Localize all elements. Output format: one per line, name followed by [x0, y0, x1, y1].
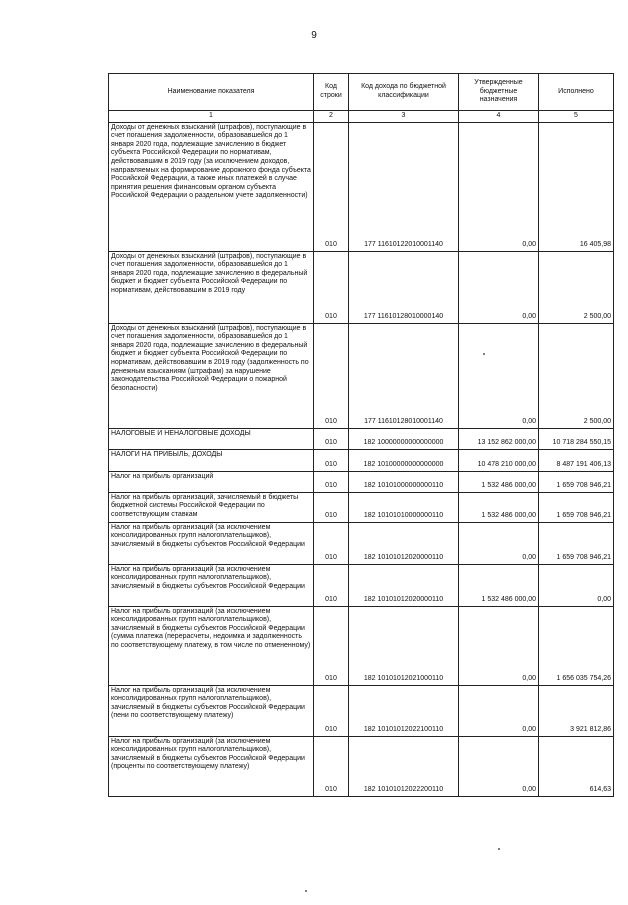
- row-code: 010: [314, 492, 349, 522]
- row-done: 2 500,00: [539, 251, 614, 323]
- table-row: [109, 251, 614, 323]
- row-done: 16 405,98: [539, 122, 614, 251]
- row-code: 010: [314, 122, 349, 251]
- column-number: 4: [459, 111, 539, 123]
- column-number: 5: [539, 111, 614, 123]
- row-kbk: 177 11610128010000140: [349, 251, 459, 323]
- column-number: 3: [349, 111, 459, 123]
- column-number: 2: [314, 111, 349, 123]
- row-done: 10 718 284 550,15: [539, 428, 614, 449]
- header-done: Исполнено: [539, 74, 614, 111]
- row-plan: 0,00: [459, 606, 539, 685]
- row-plan: 0,00: [459, 323, 539, 428]
- row-plan: 0,00: [459, 122, 539, 251]
- table-row: [109, 449, 614, 471]
- row-done: 3 921 812,86: [539, 685, 614, 736]
- row-name: Доходы от денежных взысканий (штрафов), поступающие в счет погашения задолженности, образовавшейся до 1 января 2020 года, подлежащие зачислению в бюджет субъекта Российской Федерации по нормативам, действовавшим в 2019 году (за исключением доходов, направляемых на формирование дорожного фонда субъекта Российской Федерации, а также иных платежей в случае принятия решения финансовым органом субъекта Российской Федерации о раздельном учете задолженности): [109, 122, 314, 251]
- row-name: Налог на прибыль организаций: [109, 471, 314, 492]
- budget-revenue-table: [108, 73, 614, 797]
- row-code: 010: [314, 522, 349, 564]
- table-row: [109, 323, 614, 428]
- row-plan: 1 532 486 000,00: [459, 564, 539, 606]
- row-plan: 0,00: [459, 685, 539, 736]
- row-kbk: 182 10000000000000000: [349, 428, 459, 449]
- table-row: [109, 428, 614, 449]
- row-kbk: 182 10101012020000110: [349, 522, 459, 564]
- row-done: 0,00: [539, 564, 614, 606]
- table-header-row: [109, 74, 614, 111]
- table-row: [109, 492, 614, 522]
- row-name: Налог на прибыль организаций (за исключением консолидированных групп налогоплательщиков), зачисляемый в бюджеты субъектов Российской Федерации (проценты по соответствующему платежу): [109, 736, 314, 796]
- row-done: 2 500,00: [539, 323, 614, 428]
- row-code: 010: [314, 428, 349, 449]
- column-numbers-row: [109, 111, 614, 123]
- row-code: 010: [314, 449, 349, 471]
- table-row: [109, 606, 614, 685]
- row-name: Налог на прибыль организаций, зачисляемый в бюджеты бюджетной системы Российской Федерации по соответствующим ставкам: [109, 492, 314, 522]
- row-plan: 0,00: [459, 251, 539, 323]
- row-name: Налог на прибыль организаций (за исключением консолидированных групп налогоплательщиков), зачисляемый в бюджеты субъектов Российской Федерации: [109, 522, 314, 564]
- row-code: 010: [314, 251, 349, 323]
- row-kbk: 182 10101012022200110: [349, 736, 459, 796]
- row-plan: 13 152 862 000,00: [459, 428, 539, 449]
- row-code: 010: [314, 736, 349, 796]
- row-kbk: 182 10100000000000000: [349, 449, 459, 471]
- row-plan: 0,00: [459, 522, 539, 564]
- row-name: Доходы от денежных взысканий (штрафов), поступающие в счет погашения задолженности, образовавшейся до 1 января 2020 года, подлежащие зачислению в федеральный бюджет и бюджет субъекта Российской Федерации по нормативам, действовавшим в 2019 году (задолженность по денежным взысканиям (штрафам) за нарушение законодательства Российской Федерации о пожарной безопасности): [109, 323, 314, 428]
- row-kbk: 177 11610128010001140: [349, 323, 459, 428]
- row-name: Налог на прибыль организаций (за исключением консолидированных групп налогоплательщиков), зачисляемый в бюджеты субъектов Российской Федерации (сумма платежа (перерасчеты, недоимка и задолженность по соответствующему платежу, в том числе по отмененному): [109, 606, 314, 685]
- row-name: НАЛОГИ НА ПРИБЫЛЬ, ДОХОДЫ: [109, 449, 314, 471]
- row-kbk: 182 10101012021000110: [349, 606, 459, 685]
- header-code: Код строки: [314, 74, 349, 111]
- row-code: 010: [314, 685, 349, 736]
- row-done: 614,63: [539, 736, 614, 796]
- table-row: [109, 564, 614, 606]
- row-plan: 10 478 210 000,00: [459, 449, 539, 471]
- scan-speck: [498, 848, 500, 850]
- table-row: [109, 685, 614, 736]
- row-name: Доходы от денежных взысканий (штрафов), поступающие в счет погашения задолженности, образовавшейся до 1 января 2020 года, подлежащие зачислению в федеральный бюджет и бюджет субъекта Российской Федерации по нормативам, действовавшим в 2019 году: [109, 251, 314, 323]
- table-row: [109, 122, 614, 251]
- row-done: 1 659 708 946,21: [539, 471, 614, 492]
- row-kbk: 182 10101000000000110: [349, 471, 459, 492]
- row-code: 010: [314, 564, 349, 606]
- page-number: 9: [311, 30, 317, 41]
- scan-speck: [305, 890, 307, 892]
- row-done: 1 656 035 754,26: [539, 606, 614, 685]
- row-kbk: 182 10101012022100110: [349, 685, 459, 736]
- row-name: Налог на прибыль организаций (за исключением консолидированных групп налогоплательщиков), зачисляемый в бюджеты субъектов Российской Федерации: [109, 564, 314, 606]
- table-body: [109, 122, 614, 796]
- row-kbk: 177 11610122010001140: [349, 122, 459, 251]
- table-row: [109, 522, 614, 564]
- header-name: Наименование показателя: [109, 74, 314, 111]
- row-code: 010: [314, 323, 349, 428]
- header-plan: Утвержденные бюджетные назначения: [459, 74, 539, 111]
- row-kbk: 182 10101010000000110: [349, 492, 459, 522]
- scan-speck: [483, 353, 485, 355]
- row-done: 1 659 708 946,21: [539, 522, 614, 564]
- header-kbk: Код дохода по бюджетной классификации: [349, 74, 459, 111]
- row-done: 8 487 191 406,13: [539, 449, 614, 471]
- row-kbk: 182 10101012020000110: [349, 564, 459, 606]
- row-code: 010: [314, 606, 349, 685]
- row-done: 1 659 708 946,21: [539, 492, 614, 522]
- row-plan: 1 532 486 000,00: [459, 471, 539, 492]
- column-number: 1: [109, 111, 314, 123]
- row-code: 010: [314, 471, 349, 492]
- row-name: Налог на прибыль организаций (за исключением консолидированных групп налогоплательщиков), зачисляемый в бюджеты субъектов Российской Федерации (пени по соответствующему платежу): [109, 685, 314, 736]
- row-plan: 0,00: [459, 736, 539, 796]
- row-name: НАЛОГОВЫЕ И НЕНАЛОГОВЫЕ ДОХОДЫ: [109, 428, 314, 449]
- table-row: [109, 471, 614, 492]
- row-plan: 1 532 486 000,00: [459, 492, 539, 522]
- table-row: [109, 736, 614, 796]
